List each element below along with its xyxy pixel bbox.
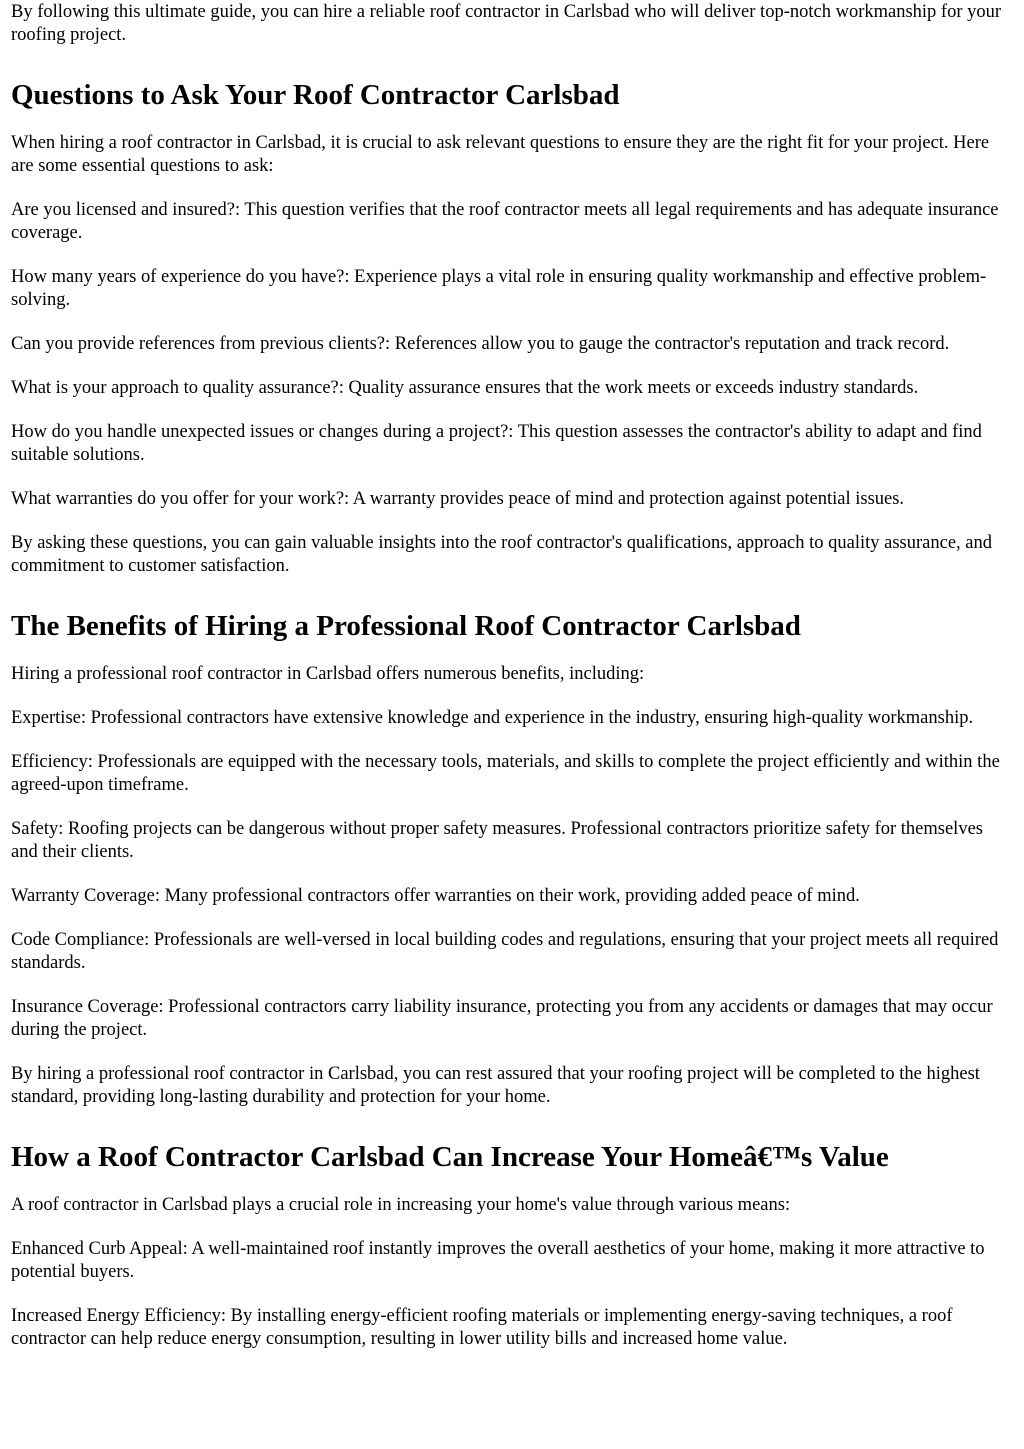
section-home-value (11, 1140, 1014, 1351)
section-paragraph: Insurance Coverage: Professional contractors carry liability insurance, protecting you from any accidents or damages that may occur during the project. (11, 997, 993, 1040)
section-heading: The Benefits of Hiring a Professional Roof Contractor Carlsbad (11, 610, 801, 642)
section-paragraph: Are you licensed and insured?: This question verifies that the roof contractor meets all legal requirements and has adequate insurance coverage. (11, 200, 999, 243)
section-paragraph: What warranties do you offer for your work?: A warranty provides peace of mind and protection against potential issues. (11, 489, 905, 509)
intro-closing-paragraph: By following this ultimate guide, you can hire a reliable roof contractor in Carlsbad who will deliver top-notch workmanship for your roofing project. (11, 2, 1002, 45)
section-paragraph: Warranty Coverage: Many professional contractors offer warranties on their work, providing added peace of mind. (11, 886, 860, 906)
section-paragraph: A roof contractor in Carlsbad plays a crucial role in increasing your home's value through various means: (11, 1195, 791, 1215)
section-paragraph: By asking these questions, you can gain valuable insights into the roof contractor's qualifications, approach to quality assurance, and commitment to customer satisfaction. (11, 533, 993, 576)
section-heading: Questions to Ask Your Roof Contractor Carlsbad (11, 79, 620, 111)
section-paragraph: Hiring a professional roof contractor in Carlsbad offers numerous benefits, including: (11, 664, 645, 684)
section-paragraph: When hiring a roof contractor in Carlsbad, it is crucial to ask relevant questions to ensure they are the right fit for your project. Here are some essential questions to ask: (11, 133, 990, 176)
section-paragraph: By hiring a professional roof contractor in Carlsbad, you can rest assured that your roofing project will be completed to the highest standard, providing long-lasting durability and protection for your home. (11, 1064, 980, 1107)
section-questions (11, 78, 1014, 578)
section-paragraph: Efficiency: Professionals are equipped with the necessary tools, materials, and skills to complete the project efficiently and within the agreed-upon timeframe. (11, 752, 1000, 795)
section-heading: How a Roof Contractor Carlsbad Can Increase Your Homeâ€™s Value (11, 1141, 889, 1173)
section-paragraph: Increased Energy Efficiency: By installing energy-efficient roofing materials or implementing energy-saving techniques, a roof contractor can help reduce energy consumption, resulting in lower utility bills and increased home value. (11, 1306, 953, 1349)
section-paragraph: Safety: Roofing projects can be dangerous without proper safety measures. Professional contractors prioritize safety for themselves and their clients. (11, 819, 983, 862)
section-paragraph: Enhanced Curb Appeal: A well-maintained roof instantly improves the overall aesthetics of your home, making it more attractive to potential buyers. (11, 1239, 985, 1282)
section-paragraph: How many years of experience do you have?: Experience plays a vital role in ensuring quality workmanship and effective problem-solving. (11, 267, 987, 310)
section-paragraph: Code Compliance: Professionals are well-versed in local building codes and regulations, ensuring that your project meets all required standards. (11, 930, 999, 973)
section-paragraph: How do you handle unexpected issues or changes during a project?: This question assesses the contractor's ability to adapt and find suitable solutions. (11, 422, 982, 465)
article-body (0, 1, 1024, 1351)
section-paragraph: What is your approach to quality assurance?: Quality assurance ensures that the work meets or exceeds industry standards. (11, 378, 919, 398)
section-paragraph: Expertise: Professional contractors have extensive knowledge and experience in the industry, ensuring high-quality workmanship. (11, 708, 974, 728)
section-paragraph: Can you provide references from previous clients?: References allow you to gauge the contractor's reputation and track record. (11, 334, 950, 354)
section-benefits (11, 609, 1014, 1109)
